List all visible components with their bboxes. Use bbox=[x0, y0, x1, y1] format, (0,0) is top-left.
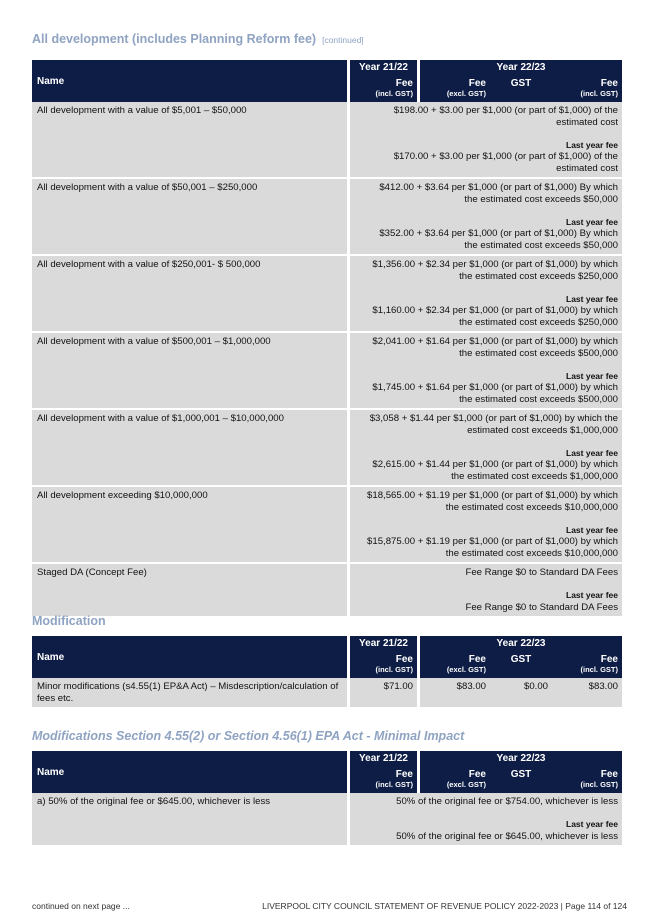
fee-line: 50% of the original fee or $645.00, whichever is less bbox=[396, 830, 618, 842]
last-year-label: Last year fee bbox=[566, 139, 618, 150]
header-year-2122: Year 21/22 bbox=[350, 60, 420, 75]
row-name: All development with a value of $250,001- $ 500,000 bbox=[32, 256, 350, 333]
row-fee bbox=[350, 793, 622, 847]
header-fee: Fee bbox=[468, 78, 486, 89]
header-name: Name bbox=[32, 636, 350, 678]
row-name: All development with a value of $5,001 – $50,000 bbox=[32, 102, 350, 179]
table-row bbox=[32, 564, 622, 618]
header-fee: Fee bbox=[350, 766, 420, 780]
header-fee: Fee bbox=[350, 651, 420, 665]
row-name: All development with a value of $1,000,001 – $10,000,000 bbox=[32, 410, 350, 487]
header-fee: Fee bbox=[468, 769, 486, 780]
footer-page-info: LIVERPOOL CITY COUNCIL STATEMENT OF REVENUE POLICY 2022-2023 | Page 114 of 124 bbox=[262, 901, 627, 911]
fee-line: estimated cost bbox=[556, 116, 618, 128]
table-row bbox=[32, 102, 622, 179]
continued-label: [continued] bbox=[322, 35, 364, 45]
fee-line: $15,875.00 + $1.19 per $1,000 (or part of $1,000) by which bbox=[367, 536, 618, 547]
header-gst: GST bbox=[510, 654, 532, 665]
header-blank bbox=[490, 780, 552, 793]
fee-table-development bbox=[32, 60, 622, 618]
row-fee bbox=[350, 487, 622, 564]
last-year-label: Last year fee bbox=[566, 819, 618, 829]
gst-value: $0.00 bbox=[490, 678, 552, 709]
header-year-2122: Year 21/22 bbox=[350, 751, 420, 766]
fee-line: the estimated cost exceeds $50,000 bbox=[464, 193, 618, 205]
fee-line: $18,565.00 + $1.19 per $1,000 (or part of $1,000) by which bbox=[367, 490, 618, 501]
section-title bbox=[32, 729, 464, 743]
header-incl-gst: (incl. GST) bbox=[580, 89, 618, 98]
fee-table-modifications-455 bbox=[32, 751, 622, 847]
fee-line: $352.00 + $3.64 per $1,000 (or part of $1,000) By which bbox=[379, 228, 618, 239]
row-fee bbox=[350, 102, 622, 179]
fee-line: $412.00 + $3.64 per $1,000 (or part of $1,000) By which bbox=[379, 182, 618, 193]
fee-line: $170.00 + $3.00 per $1,000 (or part of $1,000) of the bbox=[393, 151, 618, 162]
header-blank bbox=[490, 89, 552, 102]
header-year-2223: Year 22/23 bbox=[496, 638, 546, 649]
fee-line: the estimated cost exceeds $500,000 bbox=[459, 393, 618, 405]
fee-line: estimated cost bbox=[556, 162, 618, 174]
header-incl-gst: (incl. GST) bbox=[580, 780, 618, 789]
header-name: Name bbox=[32, 751, 350, 793]
fee-line: the estimated cost exceeds $1,000,000 bbox=[451, 470, 618, 482]
header-fee: Fee bbox=[600, 78, 618, 89]
row-name: a) 50% of the original fee or $645.00, whichever is less bbox=[32, 793, 350, 847]
section-title bbox=[32, 32, 364, 46]
header-name: Name bbox=[32, 60, 350, 102]
fee-line: $2,041.00 + $1.64 per $1,000 (or part of $1,000) by which bbox=[372, 336, 618, 347]
header-incl-gst: (incl. GST) bbox=[350, 780, 420, 793]
header-incl-gst: (incl. GST) bbox=[350, 665, 420, 678]
header-gst: GST bbox=[510, 78, 532, 89]
section-title bbox=[32, 614, 106, 628]
last-year-label: Last year fee bbox=[566, 447, 618, 458]
fee-line: the estimated cost exceeds $10,000,000 bbox=[445, 501, 618, 513]
header-fee: Fee bbox=[600, 769, 618, 780]
row-name: Staged DA (Concept Fee) bbox=[32, 564, 350, 618]
header-excl-gst: (excl. GST) bbox=[446, 89, 486, 98]
table-row bbox=[32, 179, 622, 256]
row-fee bbox=[350, 179, 622, 256]
table-row bbox=[32, 256, 622, 333]
header-excl-gst: (excl. GST) bbox=[446, 780, 486, 789]
fee-line: $3,058 + $1.44 per $1,000 (or part of $1,000) by which the bbox=[369, 413, 618, 424]
row-fee bbox=[350, 256, 622, 333]
table-row bbox=[32, 487, 622, 564]
footer-continued: continued on next page ... bbox=[32, 901, 130, 911]
fee-line: the estimated cost exceeds $250,000 bbox=[459, 316, 618, 328]
fee-table-modification bbox=[32, 636, 622, 709]
row-name: All development with a value of $50,001 – $250,000 bbox=[32, 179, 350, 256]
fee-line: the estimated cost exceeds $500,000 bbox=[459, 347, 618, 359]
fee-line: Fee Range $0 to Standard DA Fees bbox=[465, 601, 618, 613]
header-fee: Fee bbox=[468, 654, 486, 665]
table-row bbox=[32, 333, 622, 410]
header-year-2223: Year 22/23 bbox=[496, 753, 546, 764]
header-gst: GST bbox=[510, 769, 532, 780]
row-fee bbox=[350, 564, 622, 618]
header-fee: Fee bbox=[350, 75, 420, 89]
table-row bbox=[32, 410, 622, 487]
row-fee bbox=[350, 410, 622, 487]
fee-line: estimated cost exceeds $1,000,000 bbox=[467, 424, 618, 436]
section-title-text: All development (includes Planning Reform fee) bbox=[32, 32, 317, 46]
fee-line: $198.00 + $3.00 per $1,000 (or part of $1,000) of the bbox=[393, 105, 618, 116]
fee-line: $2,615.00 + $1.44 per $1,000 (or part of $1,000) by which bbox=[372, 459, 618, 470]
last-year-label: Last year fee bbox=[566, 590, 618, 600]
header-fee: Fee bbox=[600, 654, 618, 665]
last-year-label: Last year fee bbox=[566, 524, 618, 535]
fee-line: the estimated cost exceeds $250,000 bbox=[459, 270, 618, 282]
last-year-label: Last year fee bbox=[566, 216, 618, 227]
header-incl-gst: (incl. GST) bbox=[350, 89, 420, 102]
table-row bbox=[32, 793, 622, 847]
fee-line: Fee Range $0 to Standard DA Fees bbox=[465, 567, 618, 578]
last-year-label: Last year fee bbox=[566, 293, 618, 304]
fee-incl-gst: $83.00 bbox=[552, 678, 622, 709]
fee-line: the estimated cost exceeds $50,000 bbox=[464, 239, 618, 251]
fee-line: $1,745.00 + $1.64 per $1,000 (or part of $1,000) by which bbox=[372, 382, 618, 393]
section-title-text: Modification bbox=[32, 614, 106, 628]
row-name: All development exceeding $10,000,000 bbox=[32, 487, 350, 564]
header-blank bbox=[490, 665, 552, 678]
row-name: Minor modifications (s4.55(1) EP&A Act) – Misdescription/calculation of fees etc. bbox=[32, 678, 350, 709]
header-year-2223: Year 22/23 bbox=[496, 62, 546, 73]
fee-line: the estimated cost exceeds $10,000,000 bbox=[445, 547, 618, 559]
fee-line: $1,160.00 + $2.34 per $1,000 (or part of $1,000) by which bbox=[372, 305, 618, 316]
last-year-label: Last year fee bbox=[566, 370, 618, 381]
section-title-text: Modifications Section 4.55(2) or Section 4.56(1) EPA Act - Minimal Impact bbox=[32, 729, 465, 743]
fee-line: $1,356.00 + $2.34 per $1,000 (or part of $1,000) by which bbox=[372, 259, 618, 270]
fee-line: 50% of the original fee or $754.00, whichever is less bbox=[396, 796, 618, 807]
table-row bbox=[32, 678, 622, 709]
row-fee bbox=[350, 333, 622, 410]
fee-2122: $71.00 bbox=[350, 678, 420, 709]
header-year-2122: Year 21/22 bbox=[350, 636, 420, 651]
fee-excl-gst: $83.00 bbox=[420, 678, 490, 709]
row-name: All development with a value of $500,001 – $1,000,000 bbox=[32, 333, 350, 410]
header-excl-gst: (excl. GST) bbox=[446, 665, 486, 674]
header-incl-gst: (incl. GST) bbox=[580, 665, 618, 674]
